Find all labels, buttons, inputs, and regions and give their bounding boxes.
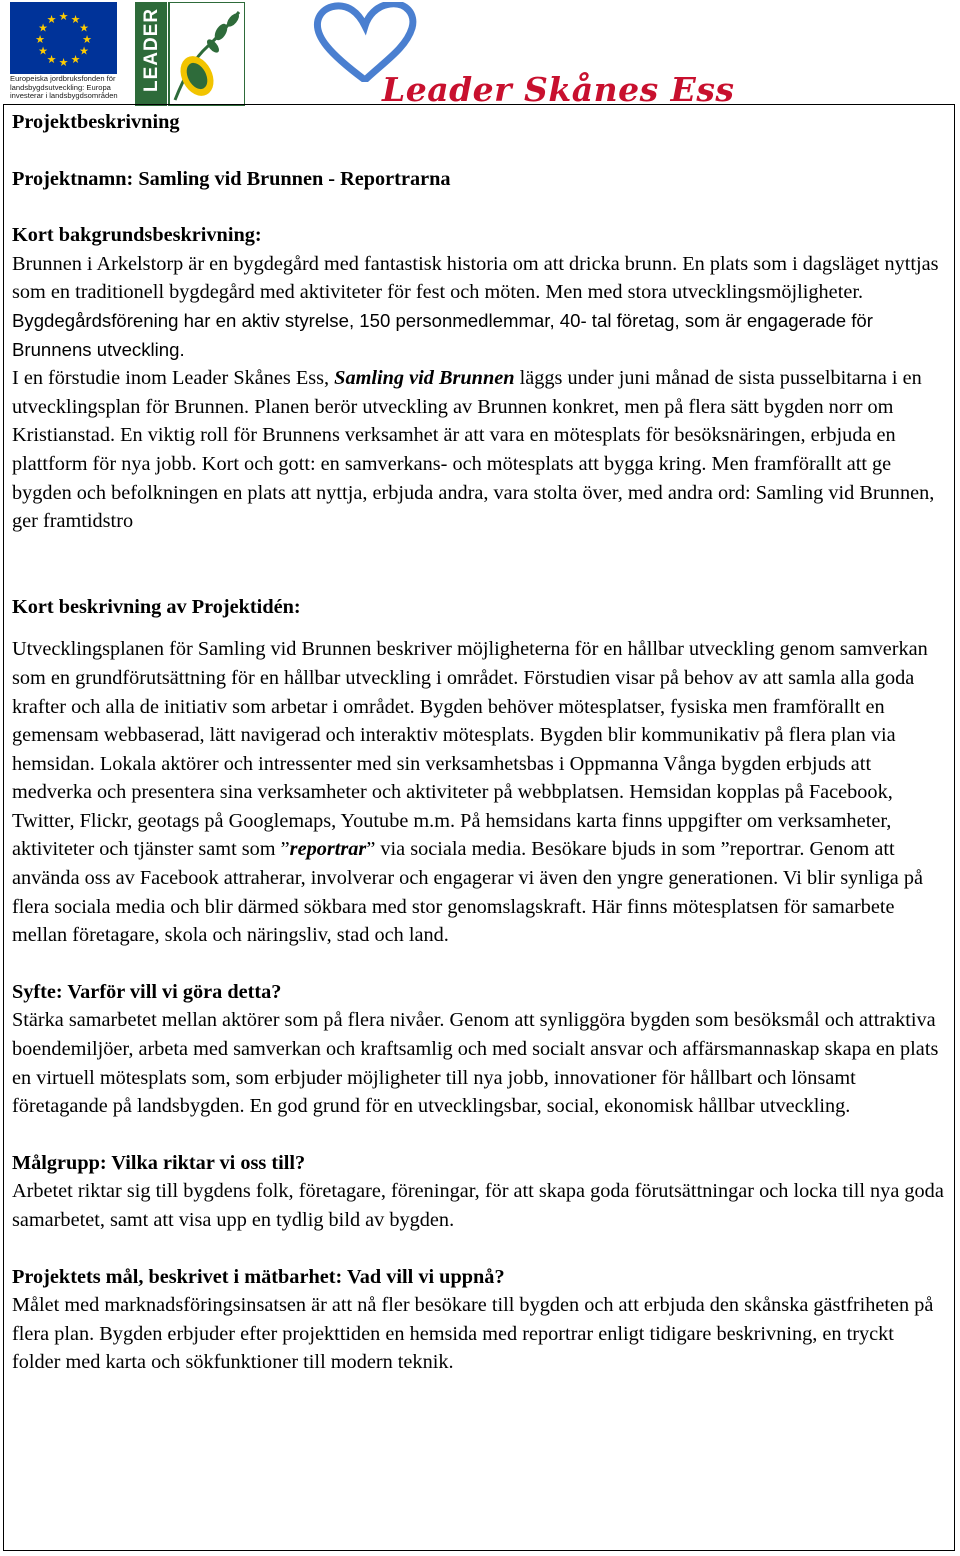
purpose-heading: Syfte: Varför vill vi göra detta?	[12, 980, 282, 1003]
background-paragraph: Bygdegårdsförening har en aktiv styrelse, 150 personmedlemmar, 40- tal företag, som är engagerade för Brunnens utveckling.	[12, 309, 873, 360]
emphasis-text: reportrar	[289, 838, 367, 861]
eu-flag-icon	[10, 2, 117, 74]
text-run: läggs under juni månad de sista pusselbitarna i en utvecklingsplan för Brunnen. Planen berör utveckling av Brunnen konkret, men på flera sätt bygden norr om Kristianstad. En viktig roll för Brunnens verksamhet är att vara en mötesplats för besöksnäringen, erbjuda en plattform för nya jobb. Kort och gott: en samverkans- och mötesplats att bygga kring. Men framförallt att ge bygden och befolkningen en plats att nyttja, erbjuda andra, vara stolta över, med andra ord: Samling vid Brunnen, ger framtidstro	[12, 367, 935, 533]
purpose-paragraph: Stärka samarbetet mellan aktörer som på flera nivåer. Genom att synliggöra bygden som besöksmål och attraktiva boendemiljöer, arbeta med samverkan och kraftsamlig och med socialt ansvar och affärsmannaskap skapa en plats en virtuell mötesplats som, som erbjuder möjligheter till nya jobb, innovationer för hållbart och lönsamt företagande på landsbygden. En god grund för en utvecklingsbar, social, ekonomisk hållbar utveckling.	[12, 1009, 939, 1118]
ess-logo-text: Leader Skånes Ess	[382, 70, 735, 109]
svg-text:★: ★	[82, 33, 92, 46]
document-body	[12, 108, 947, 1377]
svg-text:★: ★	[46, 13, 57, 26]
target-group-paragraph: Arbetet riktar sig till bygdens folk, företagare, föreningar, för att skapa goda förutsättningar och locka till nya goda samarbetet, samt att visa upp en tydlig bild av bygden.	[12, 1180, 944, 1231]
leader-skanes-ess-logo	[310, 2, 735, 109]
svg-text:★: ★	[79, 44, 89, 58]
svg-text:★: ★	[58, 10, 69, 23]
target-group-heading: Målgrupp: Vilka riktar vi oss till?	[12, 1151, 306, 1174]
background-heading: Kort bakgrundsbeskrivning:	[12, 224, 262, 247]
svg-text:★: ★	[70, 13, 81, 26]
eu-caption-line: landsbygdsutveckling: Europa	[10, 82, 111, 92]
emphasis-text: Samling vid Brunnen	[334, 367, 515, 390]
svg-text:★: ★	[70, 53, 81, 66]
background-paragraph	[12, 364, 947, 536]
text-run: ” via sociala media. Besökare bjuds in som ”reportrar. Genom att använda oss av Facebook attraherar, involverar och engagerar vi även den yngre generationen. Vi blir synliga på flera sociala media och blir därmed sökbara med stor genomslagskraft. Här finns mötesplatsen för samarbete mellan företagare, skola och näringsliv, stad och land.	[12, 838, 924, 947]
background-paragraph: Brunnen i Arkelstorp är en bygdegård med fantastisk historia om att dricka brunn. En plats som i dagsläget nyttjas som en traditionell bygdegård med aktiviteter för fest och möten. Men med stora utvecklingsmöjligheter.	[12, 252, 939, 304]
header-logos	[0, 0, 960, 108]
document-title: Projektbeskrivning	[12, 111, 180, 133]
svg-text:★: ★	[46, 53, 57, 66]
leader-logo-text: LEADER	[141, 7, 162, 92]
svg-text:★: ★	[79, 21, 89, 35]
svg-text:★: ★	[38, 44, 48, 58]
text-run: Utvecklingsplanen för Samling vid Brunnen beskriver möjligheterna för en hållbar utveckling genom samverkan som en grundförutsättning för en hållbar utveckling i området. Förstudien visar på behov av att samla alla goda krafter och alla de initiativ som arbetar i området. Bygden behöver mötesplatser, fysiska men framförallt en gemensam webbaserad, lätt navigerad och interaktiv mötesplats. Bygden blir kommunikativ på flera plan via hemsidan. Lokala aktörer och intressenter med sin verksamhetsbas i Oppmanna Vånga bygden erbjuds att medverka och presentera sina verksamheter och aktiviteter på webbplatsen. Hemsidan kopplas på Facebook, Twitter, Flickr, geotags på Googlemaps, Youtube m.m. På hemsidans karta finns uppgifter om verksamheter, aktiviteter och tjänster samt som ”	[12, 638, 928, 861]
goal-paragraph: Målet med marknadsföringsinsatsen är att nå fler besökare till bygden och att erbjuda den skånska gästfriheten på flera plan. Bygden erbjuder efter projekttiden en hemsida med reportrar enligt tidigare beskrivning, en tryckt folder med karta och sökfunktioner till modern teknik.	[12, 1294, 934, 1374]
goal-heading: Projektets mål, beskrivet i mätbarhet: Vad vill vi uppnå?	[12, 1265, 505, 1288]
svg-text:★: ★	[58, 56, 69, 69]
leader-logo	[135, 2, 245, 106]
text-run: I en förstudie inom Leader Skånes Ess,	[12, 367, 335, 390]
eu-caption	[10, 75, 122, 101]
project-name: Projektnamn: Samling vid Brunnen - Reportrarna	[12, 167, 451, 190]
eu-caption-line: Europeiska jordbruksfonden för	[10, 74, 116, 83]
svg-text:★: ★	[38, 21, 48, 35]
eu-logo	[10, 2, 122, 101]
project-idea-heading: Kort beskrivning av Projektidén:	[12, 595, 301, 618]
project-idea-paragraph	[12, 635, 947, 950]
eu-caption-line: investerar i landsbygdsområden	[10, 91, 118, 101]
svg-text:★: ★	[35, 33, 45, 46]
